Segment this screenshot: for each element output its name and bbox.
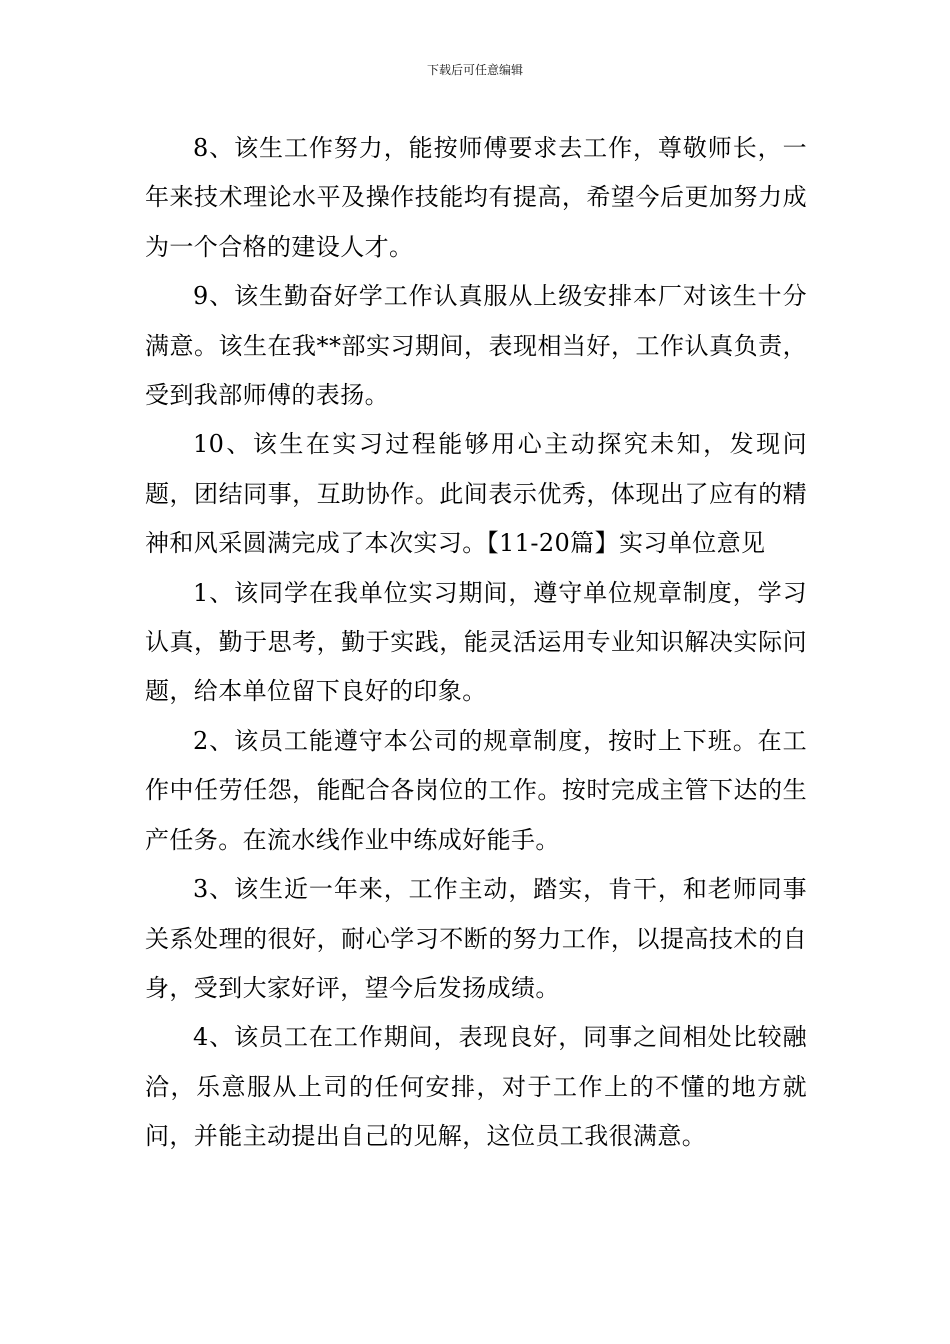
paragraph-8: 8、该生工作努力，能按师傅要求去工作，尊敬师长，一年来技术理论水平及操作技能均有提高，希望今后更加努力成为一个合格的建设人才。 — [145, 134, 807, 261]
paragraph-10: 10、该生在实习过程能够用心主动探究未知，发现问题，团结同事，互助协作。此间表示优秀，体现出了应有的精神和风采圆满完成了本次实习。【11-20篇】实习单位意见 — [145, 430, 807, 558]
paragraph-2: 2、该员工能遵守本公司的规章制度，按时上下班。在工作中任劳任怨，能配合各岗位的工作。按时完成主管下达的生产任务。在流水线作业中练成好能手。 — [145, 726, 807, 854]
paragraph-1: 1、该同学在我单位实习期间，遵守单位规章制度，学习认真，勤于思考，勤于实践，能灵活运用专业知识解决实际问题，给本单位留下良好的印象。 — [145, 578, 807, 706]
page-header-note: 下载后可任意编辑 — [426, 63, 523, 77]
paragraph-4: 4、该员工在工作期间，表现良好，同事之间相处比较融洽，乐意服从上司的任何安排，对于工作上的不懂的地方就问，并能主动提出自己的见解，这位员工我很满意。 — [145, 1023, 807, 1151]
paragraph-9: 9、该生勤奋好学工作认真服从上级安排本厂对该生十分满意。该生在我**部实习期间，表现相当好，工作认真负责，受到我部师傅的表扬。 — [145, 282, 807, 410]
paragraph-3: 3、该生近一年来，工作主动，踏实，肯干，和老师同事关系处理的很好，耐心学习不断的努力工作，以提高技术的自身，受到大家好评，望今后发扬成绩。 — [145, 875, 807, 1002]
document-body — [145, 124, 807, 1162]
